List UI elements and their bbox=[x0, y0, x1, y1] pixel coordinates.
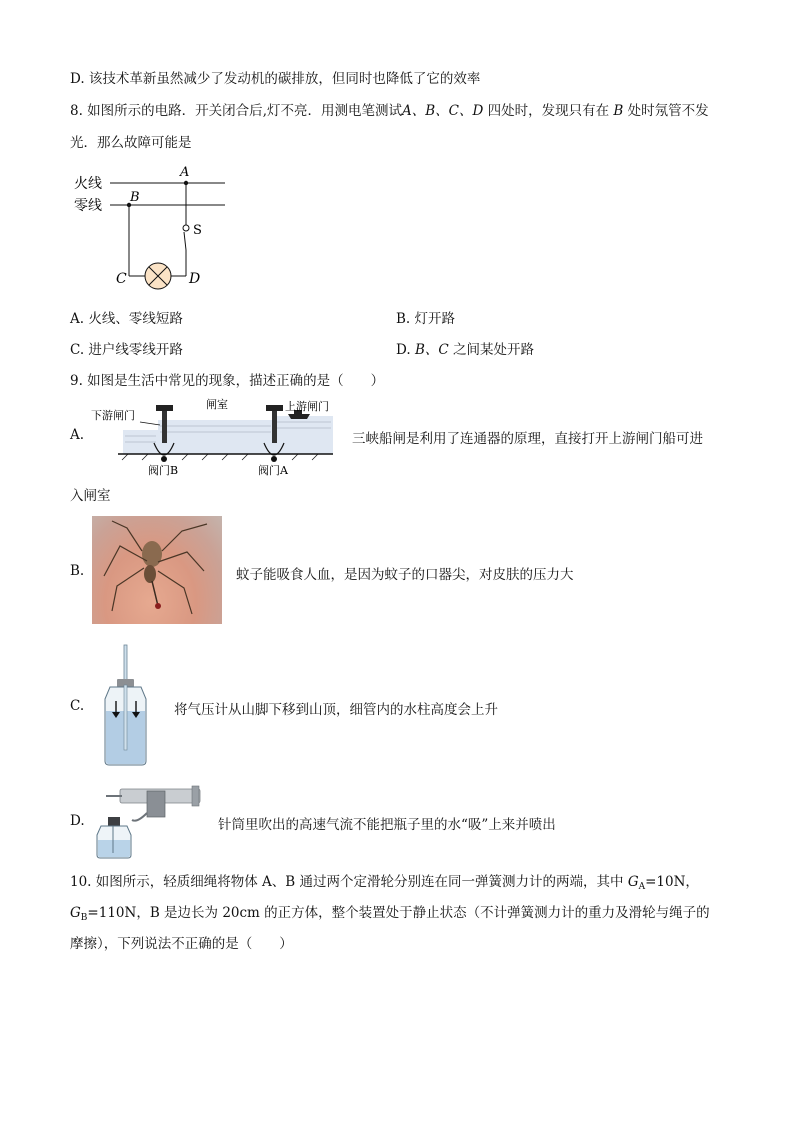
q8-stem-end: 处时氖管不发 bbox=[623, 103, 709, 119]
q9-option-c-text: 将气压计从山脚下移到山顶，细管内的水柱高度会上升 bbox=[174, 702, 498, 718]
q10-stem-line2: $G_B=110N$，B 是边长为 20cm 的正方体，整个装置处于静止状态（不计弹簧测力计的重力及滑轮与绳子的 bbox=[70, 905, 710, 923]
q9-option-b-text: 蚊子能吸食人血，是因为蚊子的口器尖，对皮肤的压力大 bbox=[236, 567, 574, 583]
q8-test-points: A、B、C、D bbox=[401, 103, 484, 119]
valve-a-label: 阀门A bbox=[258, 464, 288, 477]
q8-option-b: B. 灯开路 bbox=[396, 311, 456, 327]
ship-icon bbox=[288, 414, 310, 419]
q9-option-b-label: B. bbox=[70, 563, 85, 579]
neutral-wire-label: 零线 bbox=[74, 198, 102, 214]
chamber-label: 闸室 bbox=[206, 398, 228, 411]
downstream-gate-label: 下游闸门 bbox=[91, 409, 135, 422]
q9-option-c-label: C. bbox=[70, 698, 85, 714]
upstream-gate-top bbox=[266, 405, 283, 411]
ship-lock-diagram bbox=[88, 397, 343, 479]
q9-option-d-label: D. bbox=[70, 813, 85, 829]
q10-stem-line3: 摩擦），下列说法不正确的是（ ） bbox=[70, 936, 293, 952]
circuit-diagram bbox=[70, 160, 240, 295]
spray-syringe-diagram bbox=[92, 785, 207, 860]
q8-option-c: C. 进户线零线开路 bbox=[70, 342, 183, 358]
live-wire-label: 火线 bbox=[74, 176, 102, 192]
point-a-label: A bbox=[180, 165, 190, 180]
q8-option-a: A. 火线、零线短路 bbox=[70, 311, 183, 327]
q10-stem-line1: 10. 如图所示，轻质细绳将物体 A、B 通过两个定滑轮分别连在同一弹簧测力计的两端，其中 $G_A=10N$， bbox=[70, 874, 699, 892]
mosquito-photo bbox=[92, 516, 222, 624]
switch-lever bbox=[184, 232, 186, 250]
upstream-gate bbox=[272, 411, 277, 443]
q8-stem-text: 8. 如图所示的电路．开关闭合后‚灯不亮．用测电笔测试 bbox=[70, 103, 402, 119]
q8-stem-line2: 光．那么故障可能是 bbox=[70, 135, 192, 151]
downstream-gate-top bbox=[156, 405, 173, 411]
upstream-gate-label: 上游闸门 bbox=[285, 400, 329, 413]
q9-option-a-text: 三峡船闸是利用了连通器的原理，直接打开上游闸门船可进 bbox=[352, 431, 703, 447]
q9-option-a-text-cont: 入闸室 bbox=[70, 488, 111, 504]
q8-point-b-ref: B bbox=[613, 103, 624, 119]
q9-option-a-label: A. bbox=[70, 427, 85, 443]
switch-contact bbox=[183, 225, 189, 231]
point-c-label: C bbox=[116, 271, 127, 287]
point-d-label: D bbox=[189, 271, 201, 287]
q8-stem-mid: 四处时，发现只有在 bbox=[483, 103, 614, 119]
q9-option-d-text: 针筒里吹出的高速气流不能把瓶子里的水“吸”上来并喷出 bbox=[218, 817, 556, 833]
valve-b-label: 阀门B bbox=[148, 464, 179, 477]
point-b-label: B bbox=[130, 190, 140, 205]
q8-stem-line1 bbox=[70, 99, 709, 119]
q8-option-d: D. B、C 之间某处开路 bbox=[396, 342, 534, 358]
barometer-bottle bbox=[100, 643, 155, 767]
q9-stem: 9. 如图是生活中常见的现象，描述正确的是（ ） bbox=[70, 373, 385, 389]
q7-option-d: D. 该技术革新虽然减少了发动机的碳排放，但同时也降低了它的效率 bbox=[70, 71, 481, 87]
downstream-gate bbox=[162, 411, 167, 443]
switch-label: S bbox=[193, 223, 202, 238]
